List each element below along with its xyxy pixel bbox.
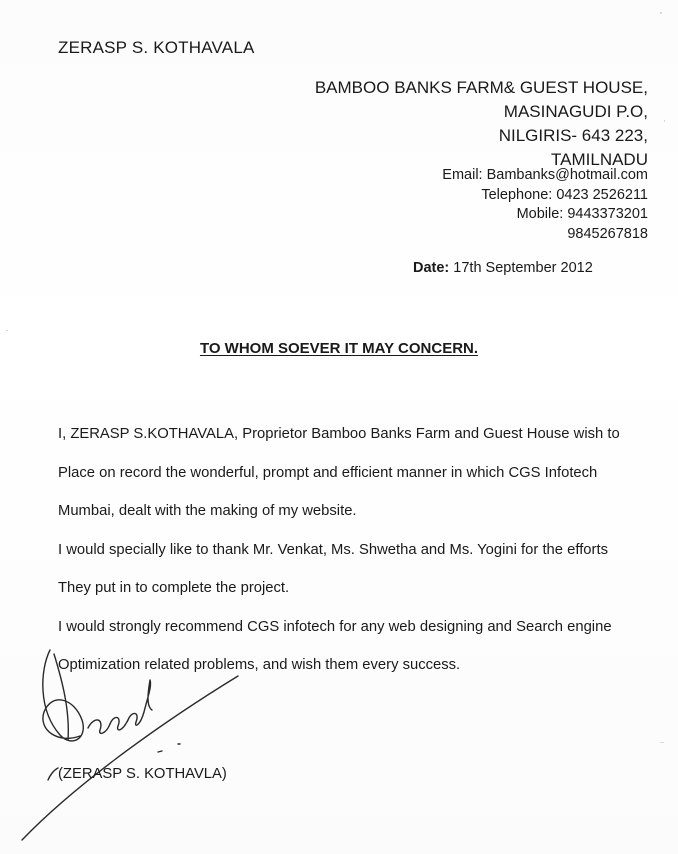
body-line: I would specially like to thank Mr. Venkat, Ms. Shwetha and Ms. Yogini for the efforts	[58, 541, 608, 558]
body-line: They put in to complete the project.	[58, 580, 290, 596]
body-line: Optimization related problems, and wish them every success.	[58, 657, 461, 673]
address-block	[315, 76, 648, 172]
sender-name: ZERASP S. KOTHAVALA	[58, 38, 255, 57]
address-line: BAMBOO BANKS FARM& GUEST HOUSE,	[314, 78, 648, 97]
body-line: Place on record the wonderful, prompt and efficient manner in which CGS Infotech	[58, 464, 598, 481]
address-line: MASINAGUDI P.O,	[503, 102, 648, 121]
telephone-line: Telephone: 0423 2526211	[481, 186, 648, 203]
body-line: I would strongly recommend CGS infotech for any web designing and Search engine	[58, 618, 612, 635]
address-line: NILGIRIS- 643 223,	[498, 126, 648, 145]
email-line: Email: Bambanks@hotmail.com	[442, 167, 648, 183]
letter-date	[413, 260, 593, 276]
handwritten-signature	[10, 640, 250, 850]
contact-block	[442, 166, 648, 244]
mobile-line-2: 9845267818	[567, 225, 648, 242]
date-label: Date:	[413, 260, 450, 276]
date-value: 17th September 2012	[449, 260, 593, 276]
address-line: TAMILNADU	[551, 150, 648, 169]
mobile-line: Mobile: 9443373201	[516, 206, 648, 222]
signatory-name: (ZERASP S. KOTHAVLA)	[58, 766, 227, 782]
body-line: Mumbai, dealt with the making of my website.	[58, 503, 357, 519]
letter-subject: TO WHOM SOEVER IT MAY CONCERN.	[199, 340, 479, 357]
body-line: I, ZERASP S.KOTHAVALA, Proprietor Bamboo Banks Farm and Guest House wish to	[58, 426, 620, 442]
